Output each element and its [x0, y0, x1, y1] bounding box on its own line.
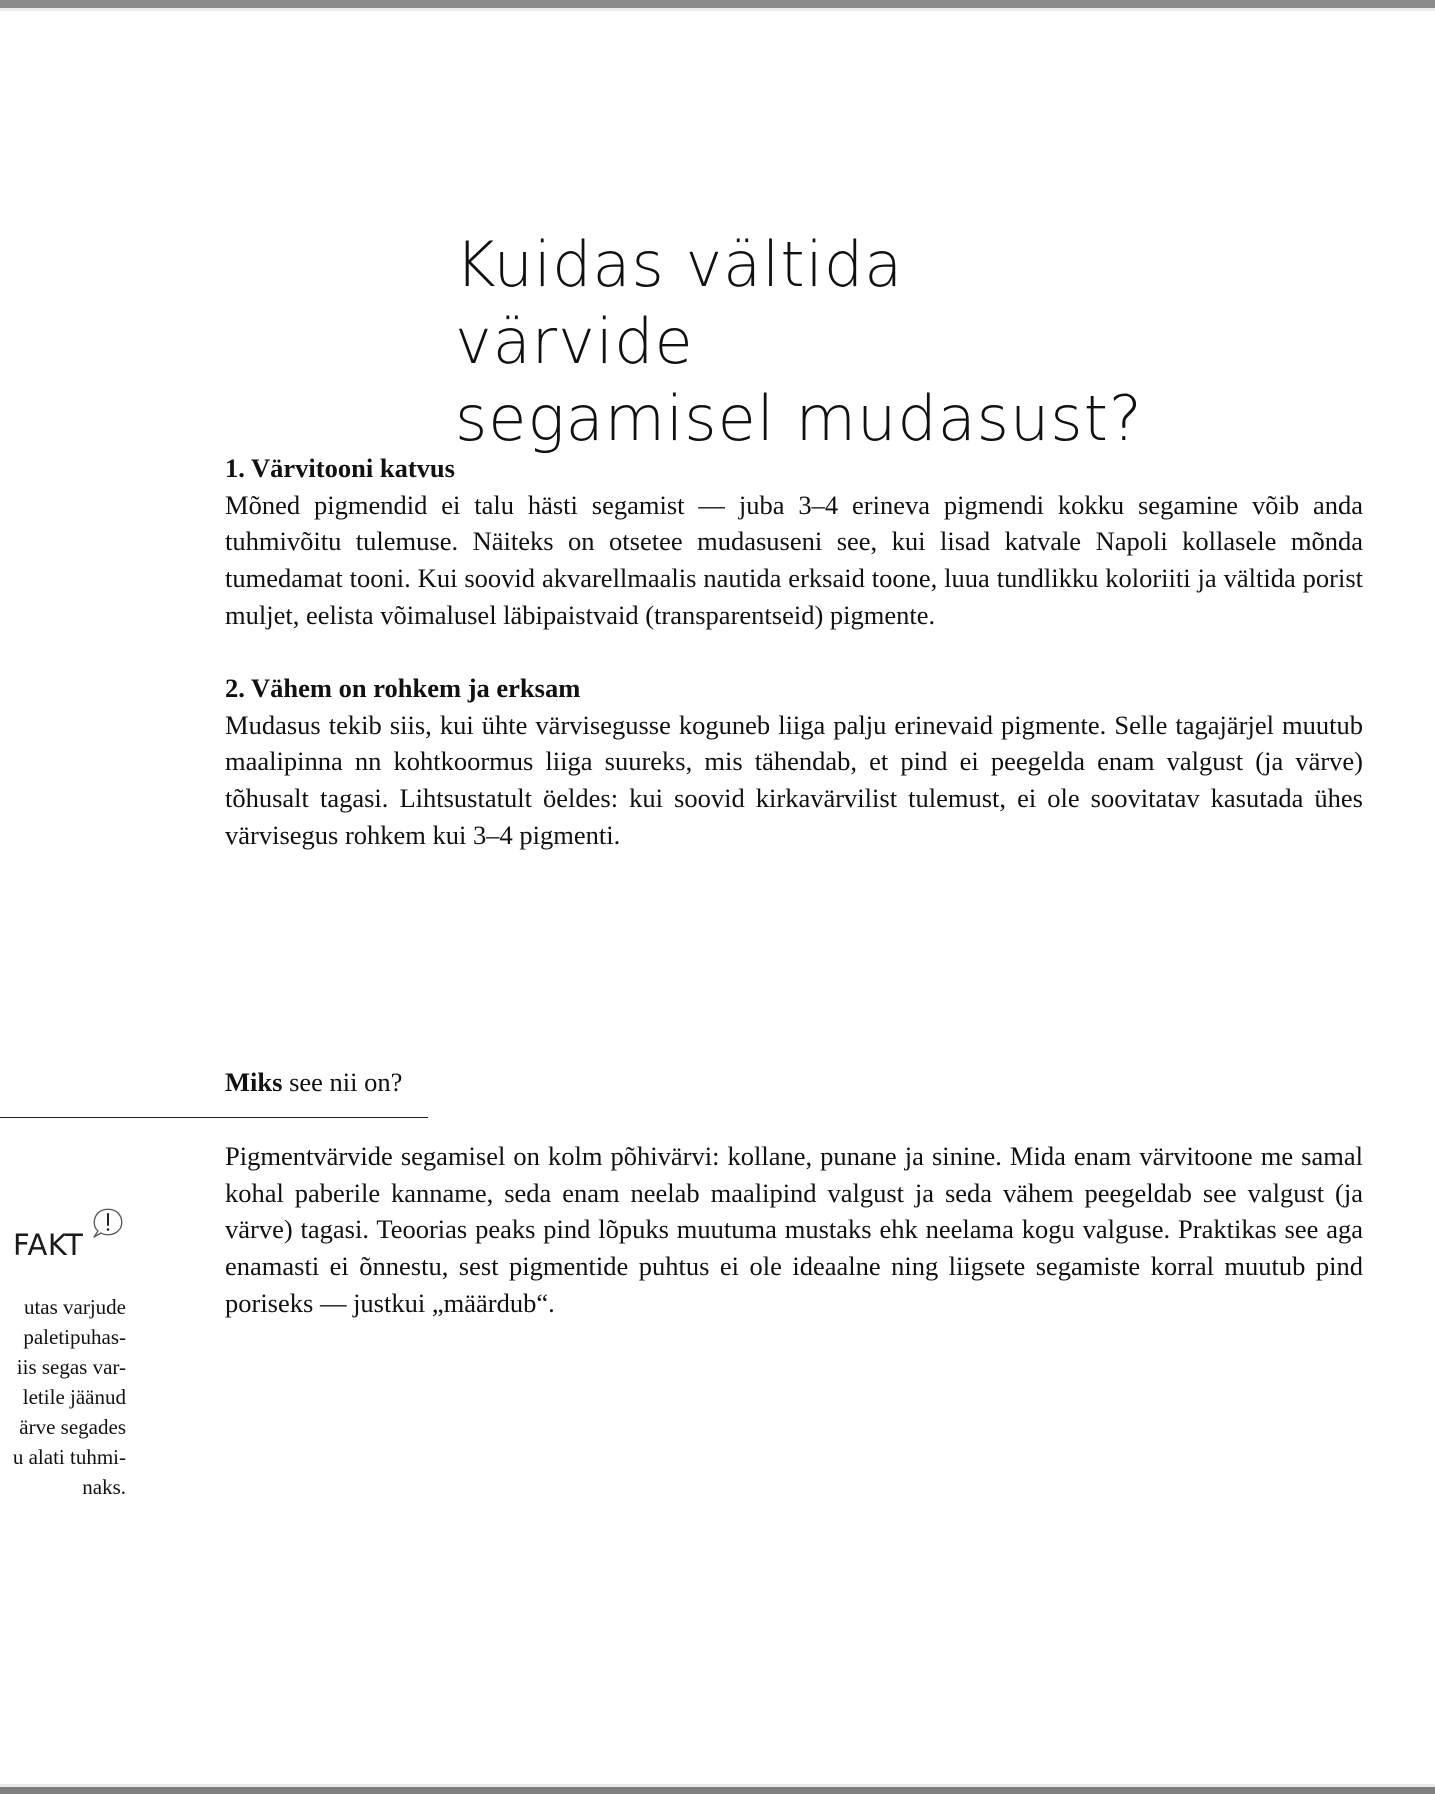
exclamation-speech-bubble-icon [90, 1204, 126, 1240]
sidebar-line: naks. [82, 1475, 126, 1499]
section-body: Mudasus tekib siis, kui ühte värvisegusse koguneb liiga palju erinevaid pigmente. Selle tagajärjel muutub maalipinna nn kohtkoormus liiga suureks, mis tähendab, et pind ei peegelda enam valgust (ja värve) tõhusalt tagasi. Lihtsustatult öeldes: kui soovid kirkavärvilist tulemust, ei ole soovitatav kasutada ühes värvisegus rohkem kui 3–4 pigmenti. [225, 709, 1363, 850]
sidebar-line: ärve segades [19, 1415, 126, 1439]
top-border [0, 0, 1435, 8]
page-title-line-2: segamisel mudasust? [455, 382, 1143, 455]
sidebar-line: paletipuhas- [23, 1325, 126, 1349]
fakt-label: FAKT [13, 1228, 84, 1262]
section-body: Mõned pigmendid ei talu hästi segamist — juba 3–4 erineva pigmendi kokku segamine võib anda tuhmivõitu tulemuse. Näiteks on otsetee mudasuseni see, kui lisad katvale Napoli kollasele mõnda tumedamat tooni. Kui soovid akvarellmaalis nautida erksaid toone, luua tundlikku koloriiti ja vältida porist muljet, eelista võimalusel läbipaistvaid (transparentseid) pigmente. [225, 489, 1363, 630]
section-coverage [225, 450, 1363, 634]
sidebar-line: letile jäänud [22, 1385, 126, 1409]
section-less-is-more [225, 670, 1363, 854]
top-border-shade [0, 8, 1435, 11]
why-heading-bold: Miks [225, 1067, 283, 1097]
divider-rule [0, 1117, 428, 1118]
bottom-border [0, 1787, 1435, 1794]
sidebar-line: iis segas var- [16, 1355, 126, 1379]
fact-sidebar-text [0, 1292, 126, 1502]
page-title-line-1: Kuidas vältida värvide [455, 228, 904, 378]
sidebar-line: utas varjude [23, 1295, 126, 1319]
page-title [455, 226, 1155, 457]
section-heading: 2. Vähem on rohkem ja erksam [225, 673, 581, 703]
why-heading-rest: see nii on? [282, 1067, 403, 1097]
why-heading [225, 1064, 402, 1101]
why-body: Pigmentvärvide segamisel on kolm põhivärvi: kollane, punane ja sinine. Mida enam värvitoone me samal kohal paberile kanname, seda enam neelab maalipind valgust ja seda vähem peegeldab see valgust (ja värve) tagasi. Teoorias peaks pind lõpuks muutuma mustaks ehk neelama kogu valguse. Praktikas see aga enamasti ei õnnestu, sest pigmentide puhtus ei ole ideaalne ning liigsete segamiste korral muutub pind poriseks — justkui „määrdub“. [225, 1141, 1363, 1318]
section-heading: 1. Värvitooni katvus [225, 453, 455, 483]
sidebar-line: u alati tuhmi- [12, 1445, 126, 1469]
